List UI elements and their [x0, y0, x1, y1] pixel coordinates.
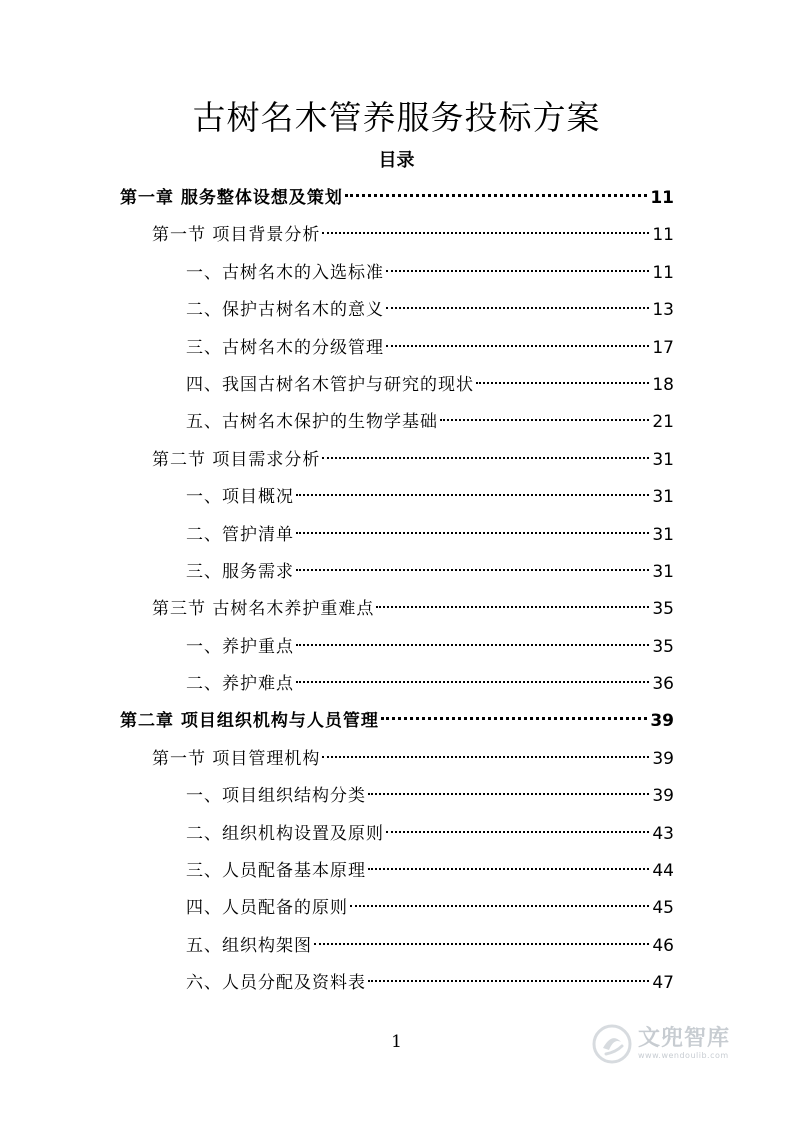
toc-entry-page: 46 — [652, 935, 674, 956]
toc-entry-label: 第一节 项目背景分析 — [152, 225, 321, 246]
toc-entry-page: 17 — [652, 337, 674, 358]
toc-entry-page: 39 — [652, 786, 674, 807]
toc-entry-page: 21 — [652, 412, 674, 433]
toc-entry[interactable] — [120, 591, 674, 628]
watermark — [592, 1022, 762, 1066]
toc-leader-dots — [386, 270, 649, 272]
toc-entry[interactable] — [120, 330, 674, 367]
toc-entry[interactable] — [120, 554, 674, 591]
toc-entry-label: 五、组织构架图 — [186, 935, 312, 956]
toc-entry-page: 31 — [652, 524, 674, 545]
toc-entry-page: 45 — [652, 898, 674, 919]
toc-entry-label: 一、养护重点 — [186, 636, 294, 657]
toc-leader-dots — [345, 194, 647, 197]
toc-entry[interactable] — [120, 217, 674, 254]
toc-entry-page: 36 — [652, 674, 674, 695]
toc-entry-page: 35 — [652, 599, 674, 620]
toc-entry[interactable] — [120, 741, 674, 778]
watermark-name: 文兜智库 — [638, 1026, 731, 1051]
toc-leader-dots — [386, 345, 649, 347]
toc-entry-page: 31 — [652, 561, 674, 582]
toc-entry-page: 44 — [652, 861, 674, 882]
toc-leader-dots — [376, 606, 649, 608]
toc-entry[interactable] — [120, 442, 674, 479]
toc-entry[interactable] — [120, 404, 674, 441]
toc-leader-dots — [368, 793, 649, 795]
toc-entry-label: 六、人员分配及资料表 — [186, 973, 366, 994]
toc-entry-page: 47 — [652, 973, 674, 994]
toc-leader-dots — [314, 943, 649, 945]
toc-entry-page: 39 — [652, 748, 674, 769]
toc-entry-page: 11 — [650, 188, 674, 208]
toc-entry-label: 一、古树名木的入选标准 — [186, 262, 384, 283]
toc-entry-page: 35 — [652, 636, 674, 657]
toc-leader-dots — [296, 494, 649, 496]
toc-entry[interactable] — [120, 853, 674, 890]
toc-entry-label: 一、项目概况 — [186, 487, 294, 508]
toc-leader-dots — [350, 905, 649, 907]
toc-entry[interactable] — [120, 778, 674, 815]
toc-entry-label: 一、项目组织结构分类 — [186, 786, 366, 807]
toc-entry-page: 11 — [652, 225, 674, 246]
toc-leader-dots — [296, 681, 649, 683]
toc-entry-label: 四、我国古树名木管护与研究的现状 — [186, 374, 474, 395]
toc-entry[interactable] — [120, 479, 674, 516]
toc-entry-label: 第一章 服务整体设想及策划 — [120, 188, 343, 208]
toc-leader-dots — [368, 868, 649, 870]
toc-entry-page: 18 — [652, 374, 674, 395]
toc-entry[interactable] — [120, 890, 674, 927]
toc-entry-label: 二、保护古树名木的意义 — [186, 300, 384, 321]
toc-entry-label: 四、人员配备的原则 — [186, 898, 348, 919]
toc-leader-dots — [386, 831, 649, 833]
toc-entry-label: 三、人员配备基本原理 — [186, 861, 366, 882]
toc-leader-dots — [322, 232, 649, 234]
toc-leader-dots — [381, 717, 647, 720]
toc-entry[interactable] — [120, 367, 674, 404]
toc-leader-dots — [322, 756, 649, 758]
toc-entry[interactable] — [120, 965, 674, 1002]
toc-entry-page: 43 — [652, 823, 674, 844]
toc-leader-dots — [368, 980, 649, 982]
toc-entry-label: 三、服务需求 — [186, 561, 294, 582]
toc-entry-label: 第二节 项目需求分析 — [152, 449, 321, 470]
toc-heading: 目录 — [378, 150, 415, 171]
toc-entry[interactable] — [120, 666, 674, 703]
toc-entry-page: 31 — [652, 449, 674, 470]
toc-entry-page: 31 — [652, 487, 674, 508]
toc-leader-dots — [476, 382, 649, 384]
toc-entry[interactable] — [120, 255, 674, 292]
toc-entry[interactable] — [120, 180, 674, 217]
toc-leader-dots — [322, 457, 649, 459]
toc-entry-page: 11 — [652, 262, 674, 283]
toc-entry[interactable] — [120, 703, 674, 740]
toc-leader-dots — [296, 569, 649, 571]
watermark-logo-icon — [592, 1024, 632, 1064]
toc-entry-label: 二、管护清单 — [186, 524, 294, 545]
toc-entry-label: 三、古树名木的分级管理 — [186, 337, 384, 358]
toc-leader-dots — [296, 644, 649, 646]
toc-entry[interactable] — [120, 629, 674, 666]
toc-entry[interactable] — [120, 928, 674, 965]
toc-entry[interactable] — [120, 517, 674, 554]
toc-leader-dots — [440, 419, 649, 421]
toc-entry-label: 第二章 项目组织机构与人员管理 — [120, 711, 379, 732]
toc-entry-label: 五、古树名木保护的生物学基础 — [186, 412, 438, 433]
page-number: 1 — [391, 1032, 402, 1052]
watermark-url: www.wendoulib.com — [638, 1051, 729, 1060]
toc-entry[interactable] — [120, 292, 674, 329]
toc-entry-label: 二、养护难点 — [186, 674, 294, 695]
toc-leader-dots — [296, 532, 649, 534]
toc-entry-page: 39 — [650, 711, 674, 732]
toc-entry-label: 二、组织机构设置及原则 — [186, 823, 384, 844]
toc-entry-page: 13 — [652, 300, 674, 321]
toc-entry-label: 第三节 古树名木养护重难点 — [152, 599, 375, 620]
document-title: 古树名木管养服务投标方案 — [192, 98, 601, 137]
toc-entry-label: 第一节 项目管理机构 — [152, 748, 321, 769]
toc-leader-dots — [386, 307, 649, 309]
table-of-contents — [120, 180, 674, 1003]
toc-entry[interactable] — [120, 816, 674, 853]
